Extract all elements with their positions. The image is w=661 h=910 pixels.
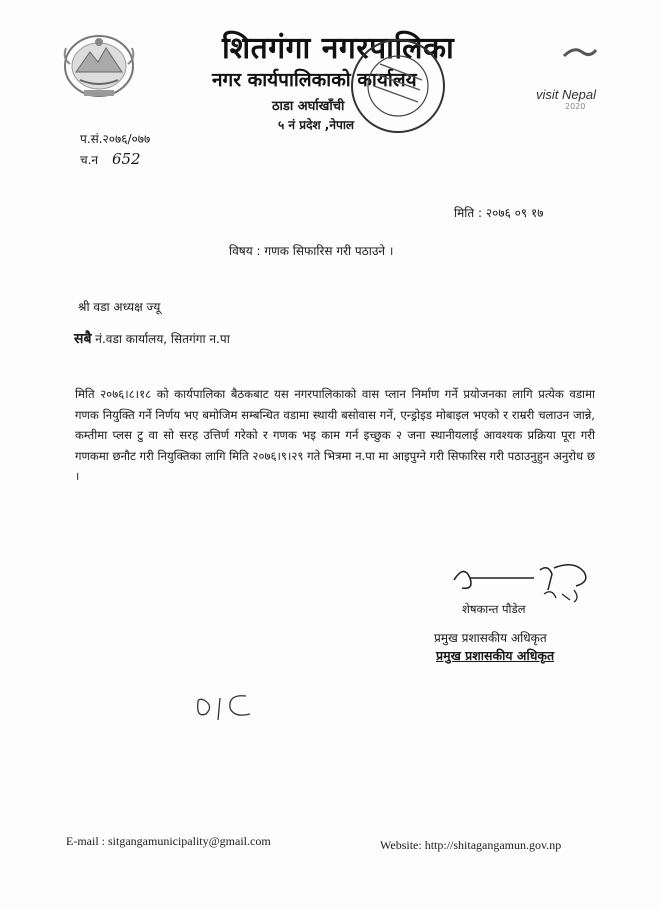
office-stamp (346, 34, 450, 138)
recipient-office: नं.वडा कार्यालय, सितगंगा न.पा (95, 332, 230, 346)
address-line-2: ५ नं प्रदेश ,नेपाल (278, 118, 355, 132)
letter-reference-number: प.सं.२०७६/०७७ (80, 132, 151, 146)
visit-nepal-logo-icon (560, 42, 600, 62)
dispatch-number (80, 150, 141, 168)
letter-subject: विषय : गणक सिफारिस गरी पठाउने । (229, 244, 394, 258)
municipality-title: शितगंगा नगरपालिका (222, 31, 455, 66)
handwritten-note (190, 684, 260, 724)
signatory-title-stamp: प्रमुख प्रशासकीय अधिकृत (436, 648, 555, 663)
office-subtitle: नगर कार्यपालिकाको कार्यालय (212, 69, 417, 91)
signatory-name: शेषकान्त पौडेल (462, 602, 526, 616)
visit-nepal-year: 2020 (565, 102, 586, 111)
footer-website: Website: http://shitagangamun.gov.np (380, 838, 562, 852)
recipient-line-1: श्री वडा अध्यक्ष ज्यू (78, 300, 161, 314)
handwritten-signature (444, 560, 594, 608)
recipient-line-2 (74, 329, 230, 348)
dispatch-number-value: 652 (111, 150, 141, 168)
visit-nepal-text: visit Nepal (536, 87, 596, 102)
recipient-prefix: सबै (74, 331, 92, 347)
signatory-title: प्रमुख प्रशासकीय अधिकृत (434, 631, 547, 645)
nepal-emblem-icon (58, 28, 140, 102)
dispatch-label: च.न (80, 153, 99, 167)
footer-email: E-mail : sitgangamunicipality@gmail.com (66, 834, 271, 848)
address-line-1: ठाडा अर्घाखाँची (272, 99, 345, 114)
letter-date: मिति : २०७६ ०९ १७ (454, 206, 544, 220)
letter-body: मिति २०७६।८।१८ को कार्यपालिका बैठकबाट यस नगरपालिकाको वास प्लान निर्माण गर्ने प्रयोजनका लागि प्रत्येक वडामा गणक नियुक्ति गर्ने निर्णय भए बमोजिम सम्बन्धित वडामा स्थायी बसोवास गर्ने, एन्ड्रोइड मोबाइल भएको र राम्ररी चलाउन जान्ने, कम्तीमा प्लस टु वा सो सरह उत्तिर्ण गरेको र गणक भइ काम गर्न इच्छुक २ जना स्थानीयलाई आवश्यक प्रक्रिया पूरा गरी गणकमा छनौट गरी नियुक्तिका लागि मिति २०७६।९।२९ गते भित्रमा न.पा मा आइपुग्ने गरी सिफारिस गरी पठाउनुहुन अनुरोध छ । (75, 387, 595, 483)
